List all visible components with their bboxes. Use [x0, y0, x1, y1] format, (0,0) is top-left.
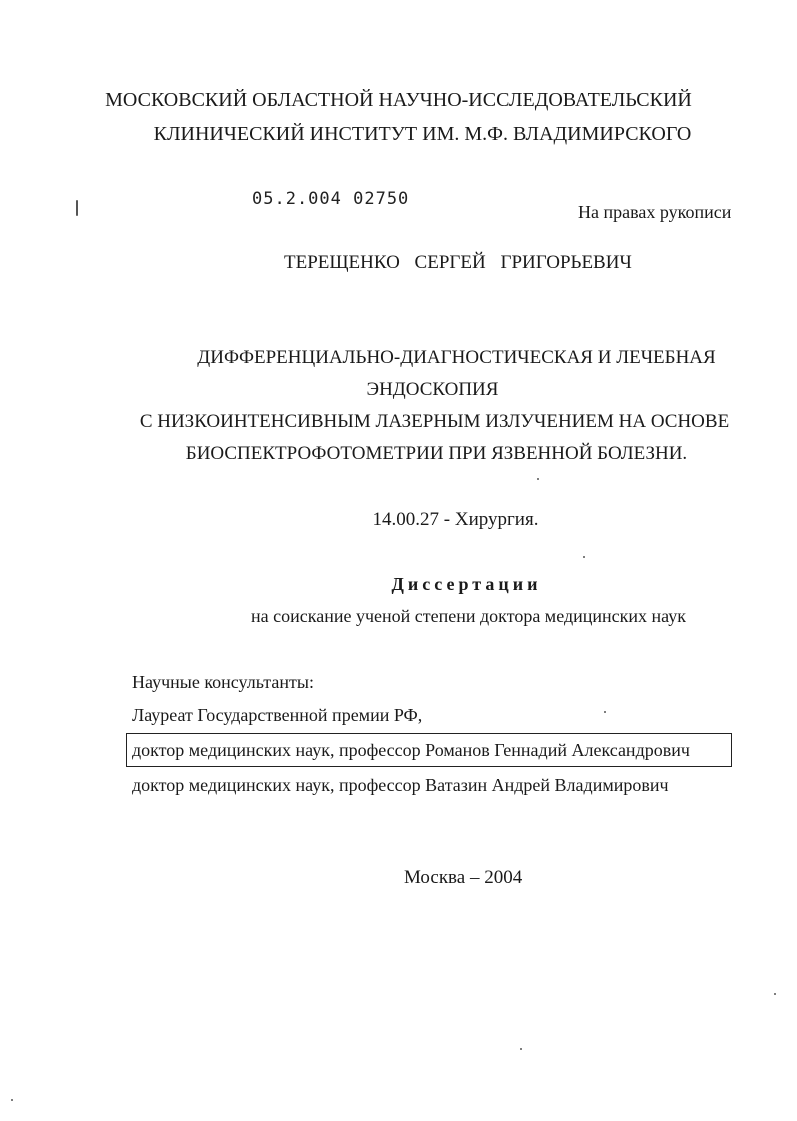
consultant-1: доктор медицинских наук, профессор Романов Геннадий Александрович — [132, 740, 690, 760]
document-type: Диссертации — [391, 574, 542, 594]
title-line-4: БИОСПЕКТРОФОТОМЕТРИИ ПРИ ЯЗВЕННОЙ БОЛЕЗНИ. — [185, 443, 688, 464]
place-year: Москва – 2004 — [404, 867, 523, 888]
institution-line-1: МОСКОВСКИЙ ОБЛАСТНОЙ НАУЧНО-ИССЛЕДОВАТЕЛЬСКИЙ — [105, 89, 692, 111]
scan-mark — [76, 200, 78, 216]
scan-speck — [520, 1048, 522, 1050]
degree-description: на соискание ученой степени доктора медицинских наук — [251, 606, 686, 626]
registration-stamp: 05.2.004 02750 — [252, 189, 410, 209]
title-line-2: ЭНДОСКОПИЯ — [366, 379, 499, 400]
institution-line-2: КЛИНИЧЕСКИЙ ИНСТИТУТ ИМ. М.Ф. ВЛАДИМИРСКОГО — [153, 123, 692, 145]
title-line-1: ДИФФЕРЕНЦИАЛЬНО-ДИАГНОСТИЧЕСКАЯ И ЛЕЧЕБНАЯ — [197, 347, 716, 368]
consultant-2: доктор медицинских наук, профессор Ватазин Андрей Владимирович — [132, 775, 669, 795]
scan-speck — [774, 993, 776, 995]
author-name: ТЕРЕЩЕНКО СЕРГЕЙ ГРИГОРЬЕВИЧ — [284, 252, 632, 273]
scan-speck — [537, 478, 539, 480]
scan-speck — [604, 711, 606, 713]
consultants-heading: Научные консультанты: — [132, 672, 314, 692]
specialty-code: 14.00.27 - Хирургия. — [372, 509, 539, 530]
scan-speck — [11, 1099, 13, 1101]
manuscript-rights-label: На правах рукописи — [578, 202, 732, 222]
consultant-laureate-line: Лауреат Государственной премии РФ, — [132, 705, 423, 725]
title-line-3: С НИЗКОИНТЕНСИВНЫМ ЛАЗЕРНЫМ ИЗЛУЧЕНИЕМ НА ОСНОВЕ — [139, 411, 730, 432]
scan-speck — [583, 556, 585, 558]
